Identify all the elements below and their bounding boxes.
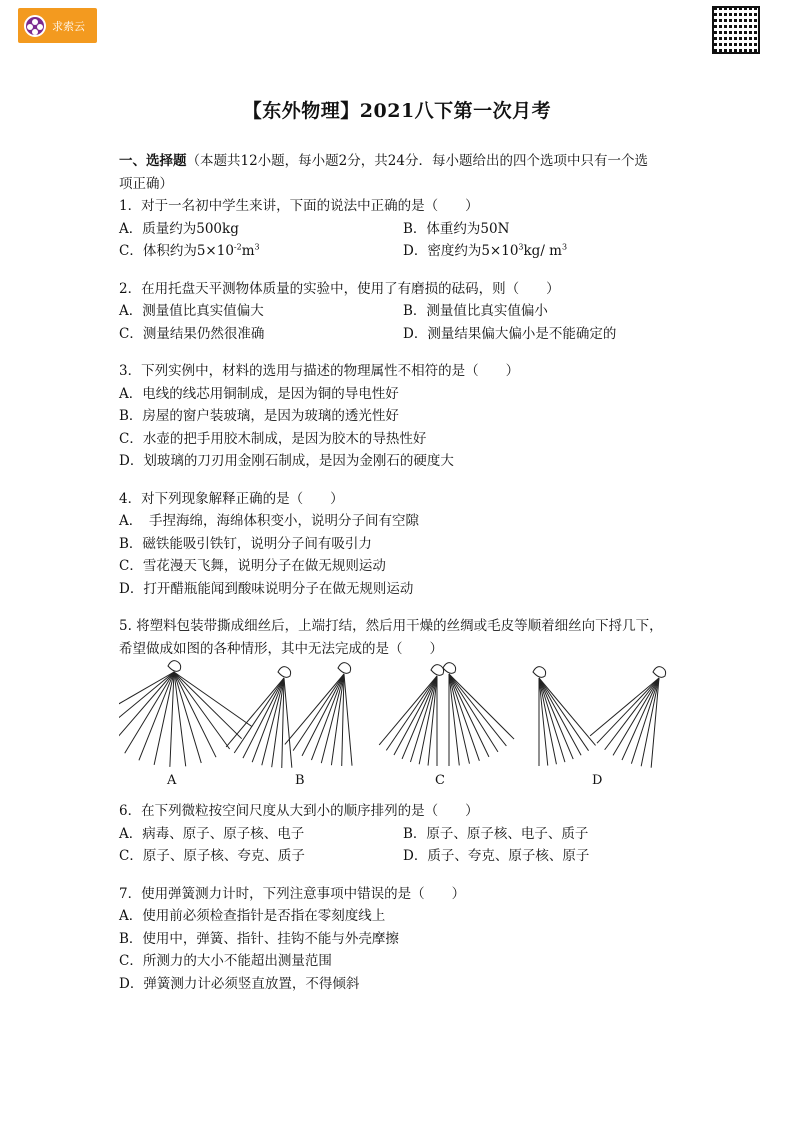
option-d: D．测量结果偏大偏小是不能确定的 — [403, 325, 617, 342]
question-6-options-cd — [119, 845, 679, 868]
question-7-stem: 7．使用弹簧测力计时，下列注意事项中错误的是（ ） — [119, 885, 466, 902]
strand — [125, 672, 174, 753]
option-b: B．房屋的窗户装玻璃，是因为玻璃的透光性好 — [119, 408, 399, 424]
qr-code-icon — [712, 6, 760, 54]
strand — [539, 678, 596, 745]
hand-knot-icon — [278, 667, 291, 678]
option-d: D．弹簧测力计必须竖直放置，不得倾斜 — [119, 975, 360, 992]
option-c: C．雪花漫天飞舞，说明分子在做无规则运动 — [119, 558, 386, 574]
question-2-options-cd — [119, 323, 679, 346]
strand — [243, 678, 284, 758]
option-a: A．电线的线芯用铜制成，是因为铜的导电性好 — [119, 385, 399, 402]
bundle-b-right — [285, 663, 352, 766]
question-1-options-ab — [119, 218, 679, 241]
option-c: C．体积约为$5\times 10^{-2}m^3$ — [119, 242, 260, 259]
question-2-stem: 2．在用托盘天平测物体质量的实验中，使用了有磨损的砝码，则（ ） — [119, 280, 560, 297]
option-c: C．所测力的大小不能超出测量范围 — [119, 953, 332, 969]
bundle-d-left — [533, 667, 596, 766]
strand — [613, 678, 659, 755]
bundle-d-right — [590, 667, 666, 768]
strand — [174, 672, 252, 726]
option-b: B．测量值比真实值偏小 — [403, 303, 548, 319]
strand — [284, 678, 292, 768]
section-desc: 项正确） — [119, 175, 173, 192]
logo-text: 求索云 — [52, 19, 85, 33]
brand-logo[interactable] — [18, 8, 97, 43]
strand — [597, 678, 659, 743]
option-a: A．质量约为500kg — [119, 220, 239, 237]
option-b: B．体重约为50N — [403, 220, 510, 237]
bundle-c-right — [443, 663, 514, 766]
strand — [139, 672, 174, 760]
exam-content — [119, 150, 679, 995]
option-a: A． 手捏海绵，海绵体积变小，说明分子间有空隙 — [119, 513, 419, 529]
hand-knot-icon — [443, 663, 456, 674]
option-c: C．测量结果仍然很准确 — [119, 325, 265, 342]
page-title: 【东外物理】2021八下第一次月考 — [242, 100, 552, 122]
option-d: D．质子、夸克、原子核、原子 — [403, 848, 590, 864]
strand — [252, 678, 284, 762]
hand-knot-icon — [533, 667, 546, 678]
strand — [449, 674, 489, 757]
figure-label-b: B — [295, 773, 305, 788]
strand — [379, 676, 437, 745]
option-a: A．测量值比真实值偏大 — [119, 303, 264, 319]
hand-knot-icon — [653, 667, 666, 678]
question-3-stem: 3．下列实例中，材料的选用与描述的物理属性不相符的是（ ） — [119, 363, 520, 379]
bundle-a — [119, 661, 252, 767]
figure-label-a: A — [167, 773, 177, 788]
question-5-stem-line1: 5. 将塑料包装带撕成细丝后，上端打结，然后用干燥的丝绸或毛皮等顺着细丝向下捋几下， — [119, 618, 663, 634]
option-a: A．使用前必须检查指针是否指在零刻度线上 — [119, 908, 386, 924]
question-1-options-cd — [119, 240, 679, 263]
option-d: D．打开醋瓶能闻到酸味说明分子在做无规则运动 — [119, 580, 414, 597]
option-b: B．原子、原子核、电子、质子 — [403, 825, 589, 842]
bundle-c-left — [379, 665, 444, 766]
option-c: C．水壶的把手用胶木制成，是因为胶木的导热性好 — [119, 430, 427, 447]
strand — [302, 674, 344, 756]
question-5-stem-line2: 希望做成如图的各种情形，其中无法完成的是（ ） — [119, 640, 443, 657]
option-d: D．划玻璃的刀刃用金刚石制成，是因为金刚石的硬度大 — [119, 453, 454, 469]
question-4-stem: 4．对下列现象解释正确的是（ ） — [119, 490, 344, 507]
strand — [449, 674, 514, 739]
option-a: A．病毒、原子、原子核、电子 — [119, 825, 305, 842]
figure-label-d: D — [592, 773, 603, 788]
question-6-stem: 6．在下列微粒按空间尺度从大到小的顺序排列的是（ ） — [119, 803, 479, 819]
strand — [119, 672, 174, 744]
strand — [539, 678, 573, 759]
section-heading: 一、选择题（本题共12小题，每小题2分，共24分．每小题给出的四个选项中只有一个选 — [119, 153, 648, 169]
question-1-stem: 1．对于一名初中学生来讲，下面的说法中正确的是（ ） — [119, 198, 479, 214]
strand — [344, 674, 352, 766]
option-b: B．使用中，弹簧、指针、挂钩不能与外壳摩擦 — [119, 930, 399, 947]
hand-knot-icon — [338, 663, 351, 674]
strand — [174, 672, 216, 757]
strand — [402, 676, 437, 759]
strand — [293, 674, 344, 751]
strands-figure — [119, 660, 679, 800]
strand — [311, 674, 344, 760]
option-b: B．磁铁能吸引铁钉，说明分子间有吸引力 — [119, 535, 372, 552]
option-d: D．密度约为$5\times 10^3kg/$ $m^3$ — [403, 242, 568, 259]
question-6-options-ab — [119, 823, 679, 846]
hand-knot-icon — [168, 661, 181, 672]
hand-knot-icon — [431, 665, 444, 676]
bundle-b-left — [226, 667, 292, 768]
strand — [234, 678, 284, 753]
option-c: C．原子、原子核、夸克、质子 — [119, 848, 305, 864]
logo-flower-icon — [24, 15, 46, 37]
figure-label-c: C — [435, 773, 445, 788]
question-2-options-ab — [119, 300, 679, 323]
